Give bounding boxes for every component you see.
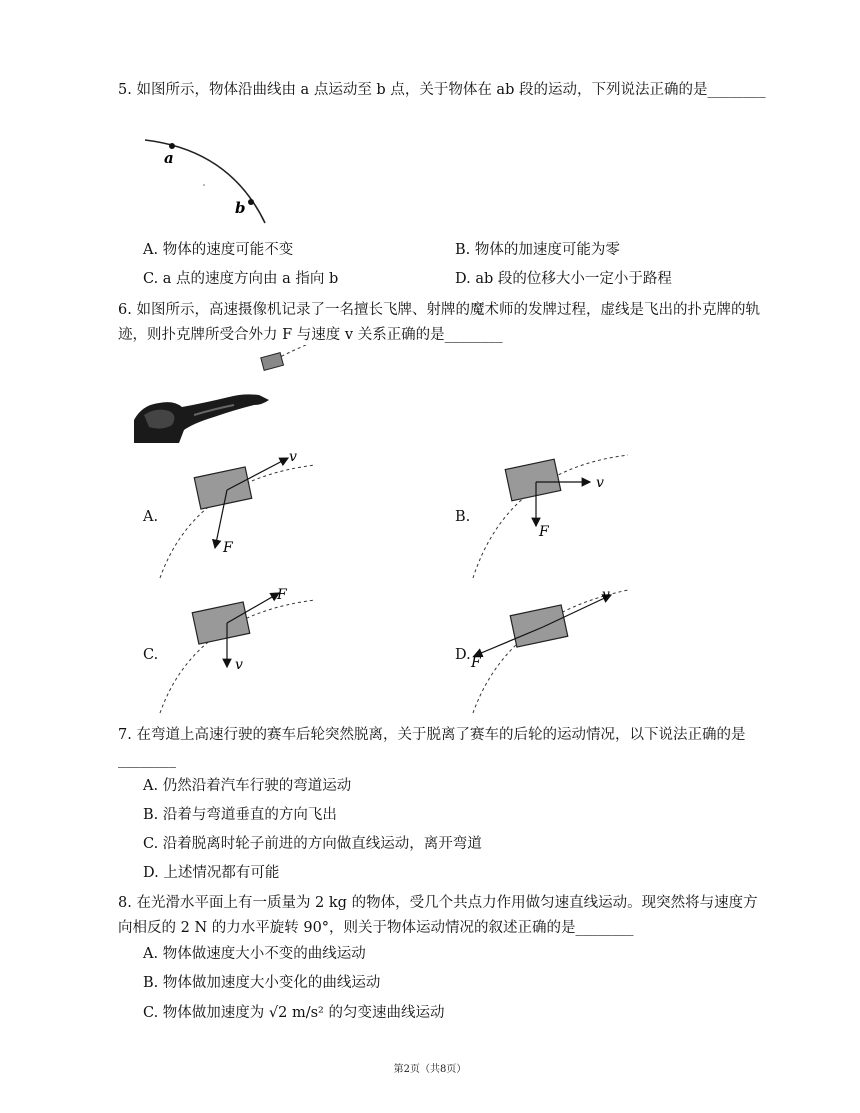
- q6-choice-a-label: A.: [143, 509, 159, 525]
- q6-choice-d-label: D.: [455, 647, 471, 663]
- label-a: a: [164, 149, 174, 167]
- label-b: b: [235, 199, 246, 217]
- v-label: v: [289, 450, 297, 465]
- q6-choice-c-figure: [155, 585, 325, 715]
- q6-choice-c-label: C.: [143, 647, 159, 663]
- page-footer: 第2页（共8页）: [393, 1064, 467, 1075]
- f-label: F: [471, 655, 481, 671]
- q5-option-c: C. a 点的速度方向由 a 指向 b: [143, 271, 339, 287]
- q5-curve-figure: [140, 135, 280, 230]
- v-label: v: [596, 475, 604, 491]
- question-number: 5.: [118, 82, 132, 98]
- q7-option-b: B. 沿着与弯道垂直的方向飞出: [143, 807, 337, 823]
- f-label: F: [277, 587, 287, 603]
- question-5: [118, 78, 768, 103]
- question-stem: 如图所示，物体沿曲线由 a 点运动至 b 点，关于物体在 ab 段的运动，下列说法正确的是________: [136, 82, 766, 98]
- v-label: v: [235, 657, 243, 673]
- q7-option-a: A. 仍然沿着汽车行驶的弯道运动: [143, 778, 352, 794]
- q5-option-b: B. 物体的加速度可能为零: [455, 242, 620, 258]
- question-stem: 在弯道上高速行驶的赛车后轮突然脱离，关于脱离了赛车的后轮的运动情况，以下说法正确的是________: [118, 727, 746, 768]
- question-stem: 在光滑水平面上有一质量为 2 kg 的物体，受几个共点力作用做匀速直线运动。现突然将与速度方向相反的 2 N 的力水平旋转 90°，则关于物体运动情况的叙述正确的是________: [118, 895, 758, 936]
- question-number: 7.: [118, 727, 132, 743]
- question-number: 8.: [118, 895, 132, 911]
- question-number: 6.: [118, 302, 132, 318]
- q8-option-a: A. 物体做速度大小不变的曲线运动: [143, 946, 366, 962]
- q6-choice-d-figure: [468, 585, 638, 715]
- q7-option-d: D. 上述情况都有可能: [143, 865, 280, 881]
- q6-choice-b-figure: [468, 450, 638, 580]
- question-7: [118, 723, 768, 773]
- q7-option-c: C. 沿着脱离时轮子前进的方向做直线运动，离开弯道: [143, 836, 482, 852]
- f-label: F: [539, 524, 549, 540]
- question-6: [118, 298, 768, 348]
- v-label: v: [602, 587, 610, 603]
- q6-choice-a-figure: [155, 450, 325, 580]
- q8-option-b: B. 物体做加速度大小变化的曲线运动: [143, 975, 381, 991]
- q5-option-d: D. ab 段的位移大小一定小于路程: [455, 271, 672, 287]
- q5-option-a: A. 物体的速度可能不变: [143, 242, 294, 258]
- question-8: [118, 891, 768, 941]
- q6-choice-b-label: B.: [455, 509, 471, 525]
- question-stem: 如图所示，高速摄像机记录了一名擅长飞牌、射牌的魔术师的发牌过程，虚线是飞出的扑克牌的轨迹，则扑克牌所受合外力 F 与速度 v 关系正确的是________: [118, 302, 760, 343]
- q8-option-c: C. 物体做加速度为 √2 m/s² 的匀变速曲线运动: [143, 1005, 445, 1021]
- f-label: F: [223, 540, 233, 556]
- magician-photo: [134, 345, 314, 445]
